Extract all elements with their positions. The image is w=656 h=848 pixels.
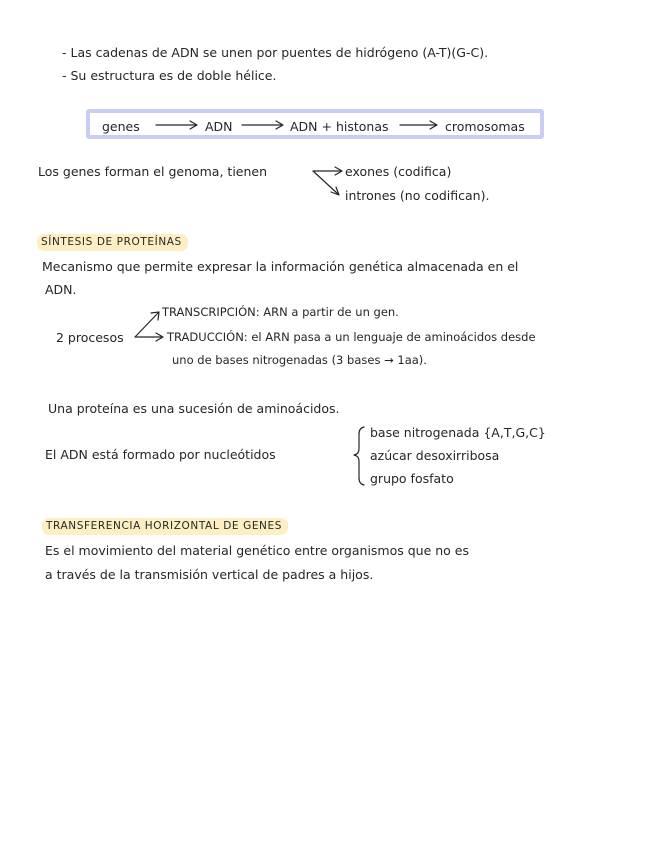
- flow-step-genes: genes: [102, 119, 140, 134]
- genome-branch-intrones: intrones (no codifican).: [345, 188, 490, 203]
- bullet-hydrogen-bonds: - Las cadenas de ADN se unen por puentes de hidrógeno (A-T)(G-C).: [62, 45, 489, 60]
- synthesis-desc-line2: ADN.: [45, 282, 77, 297]
- process-transcription: TRANSCRIPCIÓN: ARN a partir de un gen.: [162, 305, 399, 319]
- genome-fork-icon: [313, 167, 342, 195]
- nucleotide-text: El ADN está formado por nucleótidos: [45, 447, 276, 462]
- flow-step-adn: ADN: [205, 119, 233, 134]
- section-heading-transfer: TRANSFERENCIA HORIZONTAL DE GENES: [42, 518, 288, 535]
- nucleotide-brace-icon: [354, 427, 364, 485]
- processes-fork-icon: [135, 312, 163, 341]
- bullet-double-helix: - Su estructura es de doble hélice.: [62, 68, 277, 83]
- flow-step-adn-histonas: ADN + histonas: [290, 119, 389, 134]
- nucleotide-component-sugar: azúcar desoxirribosa: [370, 448, 500, 463]
- genome-branch-exones: exones (codifica): [345, 164, 452, 179]
- process-translation-line1: TRADUCCIÓN: el ARN pasa a un lenguaje de aminoácidos desde: [167, 330, 536, 344]
- synthesis-desc-line1: Mecanismo que permite expresar la información genética almacenada en el: [42, 259, 519, 274]
- nucleotide-component-phosphate: grupo fosfato: [370, 471, 454, 486]
- protein-definition: Una proteína es una sucesión de aminoácidos.: [48, 401, 340, 416]
- transfer-line2: a través de la transmisión vertical de padres a hijos.: [45, 567, 374, 582]
- nucleotide-component-base: base nitrogenada {A,T,G,C}: [370, 425, 546, 440]
- flow-step-cromosomas: cromosomas: [445, 119, 525, 134]
- process-translation-line2: uno de bases nitrogenadas (3 bases → 1aa).: [172, 353, 427, 367]
- transfer-line1: Es el movimiento del material genético entre organismos que no es: [45, 543, 470, 558]
- genome-text: Los genes forman el genoma, tienen: [38, 164, 268, 179]
- section-heading-synthesis: SÍNTESIS DE PROTEÍNAS: [37, 234, 188, 251]
- processes-label: 2 procesos: [56, 330, 124, 345]
